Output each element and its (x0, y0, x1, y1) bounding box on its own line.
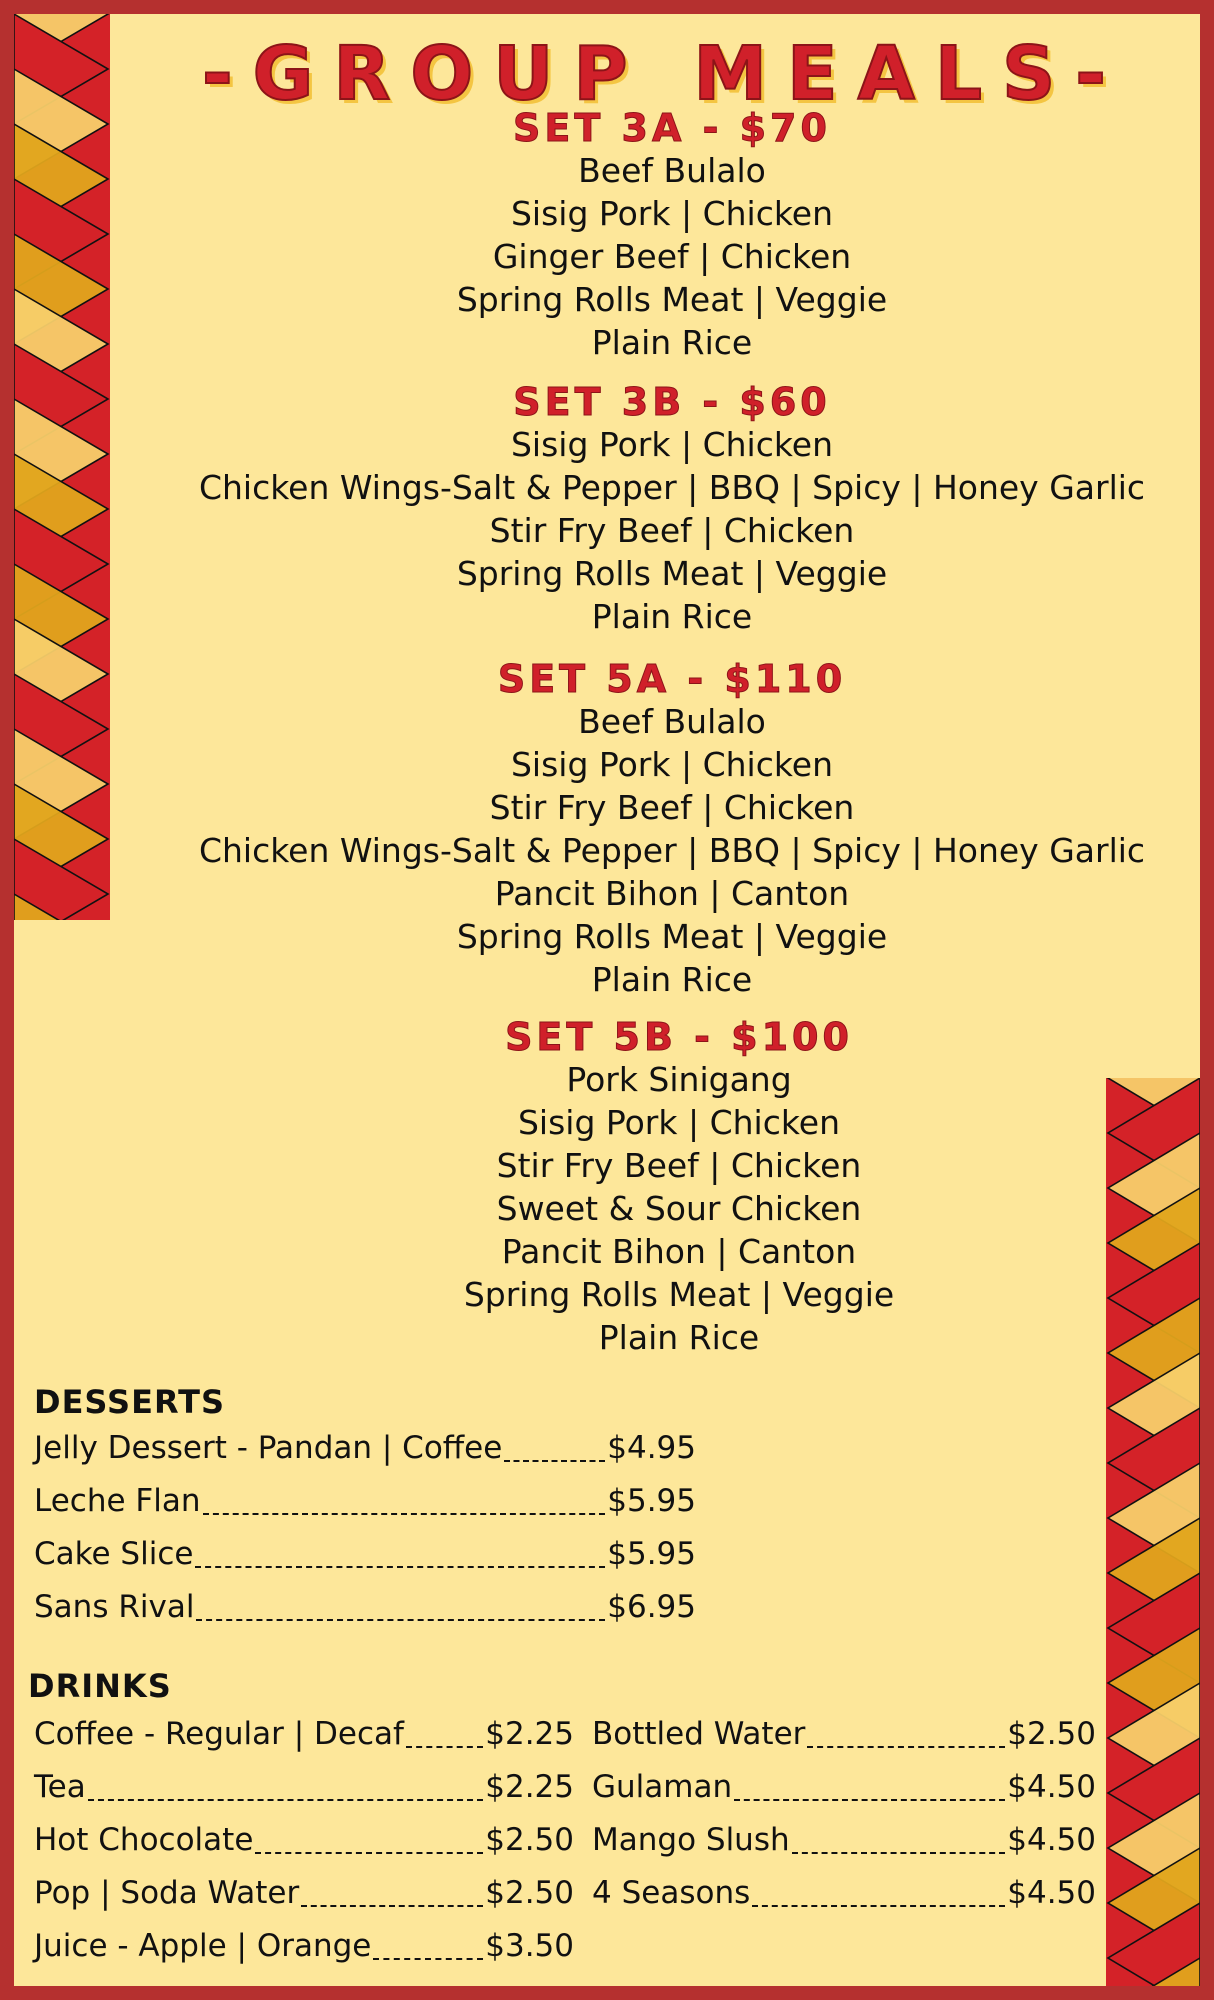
item-price: $6.95 (607, 1589, 696, 1625)
item-name: Leche Flan (34, 1483, 201, 1519)
drink-item (592, 1716, 1096, 1769)
set-item: Sisig Pork | Chicken (510, 425, 834, 464)
set-item: Plain Rice (598, 1318, 760, 1357)
set-title: SET 5A - $110 (497, 657, 847, 701)
set-title: SET 5B - $100 (505, 1015, 853, 1059)
desserts-list (34, 1430, 696, 1642)
leader-dots (406, 1746, 483, 1748)
item-price: $2.50 (1007, 1716, 1096, 1752)
set-3b (14, 380, 1200, 638)
item-price: $5.95 (607, 1536, 696, 1572)
set-item: Sisig Pork | Chicken (517, 1103, 841, 1142)
leader-dots (203, 1513, 606, 1515)
item-name: Sans Rival (34, 1589, 195, 1625)
desserts-heading: DESSERTS (34, 1383, 226, 1421)
item-name: Pop | Soda Water (34, 1875, 300, 1911)
leader-dots (792, 1852, 1006, 1854)
item-name: Bottled Water (592, 1716, 806, 1752)
item-name: Tea (34, 1769, 86, 1805)
set-item: Plain Rice (591, 960, 753, 999)
drink-item (34, 1928, 574, 1981)
dessert-item (34, 1483, 696, 1536)
item-name: Coffee - Regular | Decaf (34, 1716, 404, 1752)
dessert-item (34, 1589, 696, 1642)
set-item: Chicken Wings-Salt & Pepper | BBQ | Spicy | Honey Garlic (198, 831, 1146, 870)
leader-dots (807, 1746, 1005, 1748)
item-name: Juice - Apple | Orange (34, 1928, 372, 1964)
set-item: Stir Fry Beef | Chicken (496, 1146, 862, 1185)
set-item: Stir Fry Beef | Chicken (489, 511, 855, 550)
set-item: Sisig Pork | Chicken (510, 745, 834, 784)
set-item: Plain Rice (591, 323, 753, 362)
dessert-item (34, 1536, 696, 1589)
set-5a (14, 657, 1200, 1001)
leader-dots (195, 1566, 605, 1568)
set-3a (14, 106, 1200, 364)
leader-dots (255, 1852, 483, 1854)
item-name: Hot Chocolate (34, 1822, 254, 1858)
item-price: $2.25 (485, 1716, 574, 1752)
drinks-list-left (34, 1716, 574, 1981)
set-item: Ginger Beef | Chicken (492, 237, 852, 276)
item-name: Mango Slush (592, 1822, 790, 1858)
item-price: $2.50 (485, 1875, 574, 1911)
item-price: $2.50 (485, 1822, 574, 1858)
set-item: Plain Rice (591, 597, 753, 636)
item-price: $2.25 (485, 1769, 574, 1805)
drink-item (34, 1822, 574, 1875)
leader-dots (504, 1460, 605, 1462)
set-item: Beef Bulalo (578, 702, 766, 741)
item-price: $4.50 (1007, 1769, 1096, 1805)
leader-dots (196, 1619, 605, 1621)
item-name: 4 Seasons (592, 1875, 751, 1911)
leader-dots (734, 1799, 1005, 1801)
menu-board (14, 14, 1200, 1986)
drink-item (34, 1875, 574, 1928)
set-item: Sisig Pork | Chicken (510, 194, 834, 233)
leader-dots (301, 1905, 483, 1907)
set-item: Spring Rolls Meat | Veggie (456, 917, 888, 956)
drink-item (34, 1716, 574, 1769)
item-price: $4.50 (1007, 1822, 1096, 1858)
drinks-list-right (592, 1716, 1096, 1928)
set-5b (14, 1015, 1200, 1359)
item-price: $3.50 (485, 1928, 574, 1964)
item-name: Cake Slice (34, 1536, 194, 1572)
set-item: Sweet & Sour Chicken (496, 1189, 862, 1228)
set-item: Spring Rolls Meat | Veggie (456, 280, 888, 319)
set-item: Pancit Bihon | Canton (494, 874, 850, 913)
leader-dots (752, 1905, 1005, 1907)
set-title: SET 3B - $60 (513, 380, 831, 424)
item-price: $5.95 (607, 1483, 696, 1519)
set-item: Beef Bulalo (578, 151, 766, 190)
drinks-heading: DRINKS (28, 1667, 172, 1705)
leader-dots (88, 1799, 484, 1801)
drink-item (592, 1822, 1096, 1875)
item-price: $4.50 (1007, 1875, 1096, 1911)
set-item: Pancit Bihon | Canton (501, 1232, 857, 1271)
set-item: Stir Fry Beef | Chicken (489, 788, 855, 827)
drink-item (592, 1769, 1096, 1822)
set-item: Pork Sinigang (566, 1060, 792, 1099)
dessert-item (34, 1430, 696, 1483)
set-item: Chicken Wings-Salt & Pepper | BBQ | Spicy | Honey Garlic (198, 468, 1146, 507)
set-item: Spring Rolls Meat | Veggie (463, 1275, 895, 1314)
drink-item (34, 1769, 574, 1822)
item-name: Gulaman (592, 1769, 733, 1805)
page-title: -GROUP MEALS- (201, 31, 1127, 117)
set-title: SET 3A - $70 (513, 106, 831, 150)
item-name: Jelly Dessert - Pandan | Coffee (34, 1430, 503, 1466)
leader-dots (373, 1958, 483, 1960)
item-price: $4.95 (607, 1430, 696, 1466)
drink-item (592, 1875, 1096, 1928)
set-item: Spring Rolls Meat | Veggie (456, 554, 888, 593)
